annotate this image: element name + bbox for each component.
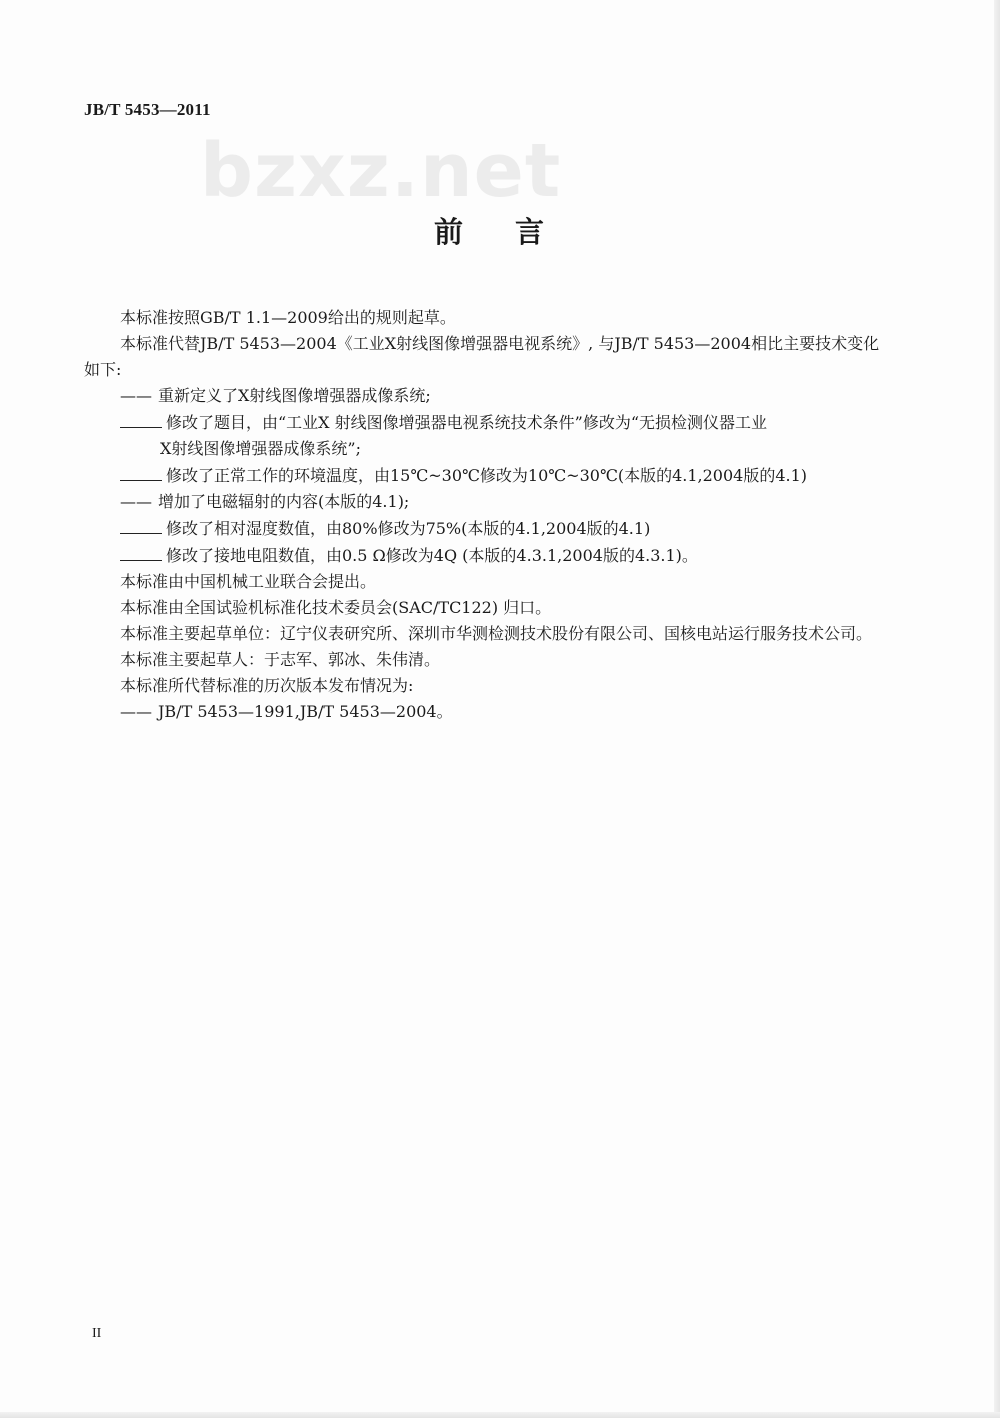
change-item-text: 修改了接地电阻数值，由0.5 Ω修改为4Q (本版的4.3.1,2004版的4.3.1)。 (166, 546, 698, 565)
blank-line-mark (120, 542, 162, 561)
paragraph-drafting-units: 本标准主要起草单位：辽宁仪表研究所、深圳市华测检测技术股份有限公司、国核电站运行服务技术公司。 (120, 624, 873, 643)
standard-code-header: JB/T 5453—2011 (84, 100, 211, 119)
watermark: bzxz.net (200, 128, 562, 214)
history-item (84, 699, 894, 725)
paragraph-replacement: 本标准代替JB/T 5453—2004《工业X射线图像增强器电视系统》, 与JB/T 5453—2004相比主要技术变化如下: (84, 334, 880, 379)
change-item-text: 重新定义了X射线图像增强器成像系统; (158, 386, 431, 405)
change-item-text: 修改了相对湿度数值，由80%修改为75%(本版的4.1,2004版的4.1) (166, 519, 651, 538)
blank-line-mark (120, 462, 162, 481)
paragraph-drafters: 本标准主要起草人：于志军、郭冰、朱伟清。 (120, 650, 441, 669)
change-item-text: 修改了题目，由“工业X 射线图像增强器电视系统技术条件”修改为“无损检测仪器工业 (166, 413, 768, 432)
change-item-text: 增加了电磁辐射的内容(本版的4.1); (158, 492, 410, 511)
change-item-2 (84, 409, 894, 462)
dash-mark: —— (120, 702, 152, 721)
paragraph-proposer: 本标准由中国机械工业联合会提出。 (120, 572, 377, 591)
dash-mark: —— (120, 386, 152, 405)
change-item-3 (84, 462, 894, 489)
change-item-6 (84, 542, 894, 569)
change-item-continuation: X射线图像增强器成像系统”; (160, 439, 361, 458)
change-item-1 (84, 383, 894, 409)
paragraph-history-intro: 本标准所代替标准的历次版本发布情况为: (120, 676, 414, 695)
change-item-4 (84, 489, 894, 515)
blank-line-mark (120, 409, 162, 428)
page-edge-right (994, 0, 1000, 1418)
change-item-5 (84, 515, 894, 542)
dash-mark: —— (120, 492, 152, 511)
blank-line-mark (120, 515, 162, 534)
page-title: 前言 (433, 215, 596, 249)
page-edge-bottom (0, 1412, 1000, 1418)
paragraph-drafting-rules: 本标准按照GB/T 1.1—2009给出的规则起草。 (120, 308, 456, 327)
foreword-body (84, 305, 894, 725)
change-item-text: 修改了正常工作的环境温度，由15℃~30℃修改为10℃~30℃(本版的4.1,2004版的4.1) (166, 466, 808, 485)
page-number: II (92, 1326, 102, 1341)
history-item-text: JB/T 5453—1991,JB/T 5453—2004。 (158, 702, 453, 721)
paragraph-committee: 本标准由全国试验机标准化技术委员会(SAC/TC122) 归口。 (120, 598, 552, 617)
